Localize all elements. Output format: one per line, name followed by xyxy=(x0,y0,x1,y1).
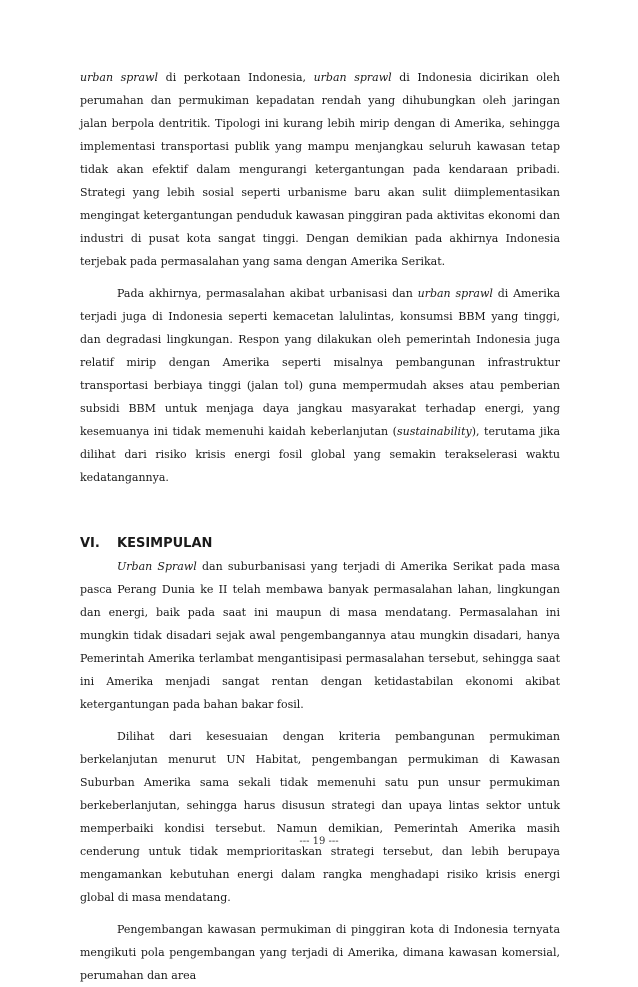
paragraph-1 xyxy=(80,66,560,273)
text-run: di Indonesia dicirikan oleh perumahan dan permukiman kepadatan rendah yang dihubungkan oleh jaringan jalan berpola dentritik. Tipologi ini kurang lebih mirip dengan di Amerika, sehingga implementasi transportasi publik yang mampu menjangkau seluruh kawasan tetap tidak akan efektif dalam mengurangi ketergantungan pada kendaraan pribadi. Strategi yang lebih sosial seperti urbanisme baru akan sulit diimplementasikan mengingat ketergantungan penduduk kawasan pinggiran pada aktivitas ekonomi dan industri di pusat kota sangat tinggi. Dengan demikian pada akhirnya Indonesia terjebak pada permasalahan yang sama dengan Amerika Serikat. xyxy=(80,71,561,268)
page-number: --- 19 --- xyxy=(299,836,339,847)
section-heading xyxy=(80,532,560,555)
italic-term: urban sprawl xyxy=(80,71,159,84)
paragraph-5: Pengembangan kawasan permukiman di pinggiran kota di Indonesia ternyata mengikuti pola pengembangan yang terjadi di Amerika, dimana kawasan komersial, perumahan dan area xyxy=(80,923,560,982)
text-run: di Amerika terjadi juga di Indonesia seperti kemacetan lalulintas, konsumsi BBM yang tinggi, dan degradasi lingkungan. Respon yang dilakukan oleh pemerintah Indonesia juga relatif mirip dengan Amerika seperti misalnya pembangunan infrastruktur transportasi berbiaya tinggi (jalan tol) guna mempermudah akses atau pemberian subsidi BBM untuk menjaga daya jangkau masyarakat terhadap energi, yang kesemuanya ini tidak memenuhi kaidah keberlanjutan ( xyxy=(80,287,560,438)
paragraph-4: Dilihat dari kesesuaian dengan kriteria pembangunan permukiman berkelanjutan menurut UN Habitat, pengembangan permukiman di Kawasan Suburban Amerika sama sekali tidak memenuhi satu pun unsur permukiman berkeberlanjutan, sehingga harus disusun strategi dan upaya lintas sektor untuk memperbaiki kondisi tersebut. Namun demikian, Pemerintah Amerika masih cenderung untuk tidak memprioritaskan strategi tersebut, dan lebih berupaya mengamankan kebutuhan energi dalam rangka menghadapi risiko krisis energi global di masa mendatang. xyxy=(80,730,560,904)
section-title: KESIMPULAN xyxy=(117,536,213,551)
text-run: dan suburbanisasi yang terjadi di Amerika Serikat pada masa pasca Perang Dunia ke II telah membawa banyak permasalahan lahan, lingkungan dan energi, baik pada saat ini maupun di masa mendatang. Permasalahan ini mungkin tidak disadari sejak awal pengembangannya atau mungkin disadari, hanya Pemerintah Amerika terlambat mengantisipasi permasalahan tersebut, sehingga saat ini Amerika menjadi sangat rentan dengan ketidastabilan ekonomi akibat ketergantungan pada bahan bakar fosil. xyxy=(80,560,560,711)
italic-term: sustainability xyxy=(396,425,472,438)
paragraph-3 xyxy=(80,555,560,716)
page-content xyxy=(80,66,560,987)
text-run: ), terutama jika dilihat dari risiko krisis energi fosil global yang semakin terakselerasi waktu kedatangannya. xyxy=(80,425,560,484)
text-run: di perkotaan Indonesia, xyxy=(158,71,314,84)
section-number: VI. xyxy=(80,536,100,551)
italic-term: urban sprawl xyxy=(313,71,392,84)
italic-term: Urban Sprawl xyxy=(117,560,197,573)
paragraph-2 xyxy=(80,282,560,489)
text-run: Pada akhirnya, permasalahan akibat urbanisasi dan xyxy=(117,287,418,300)
italic-term: urban sprawl xyxy=(417,287,493,300)
